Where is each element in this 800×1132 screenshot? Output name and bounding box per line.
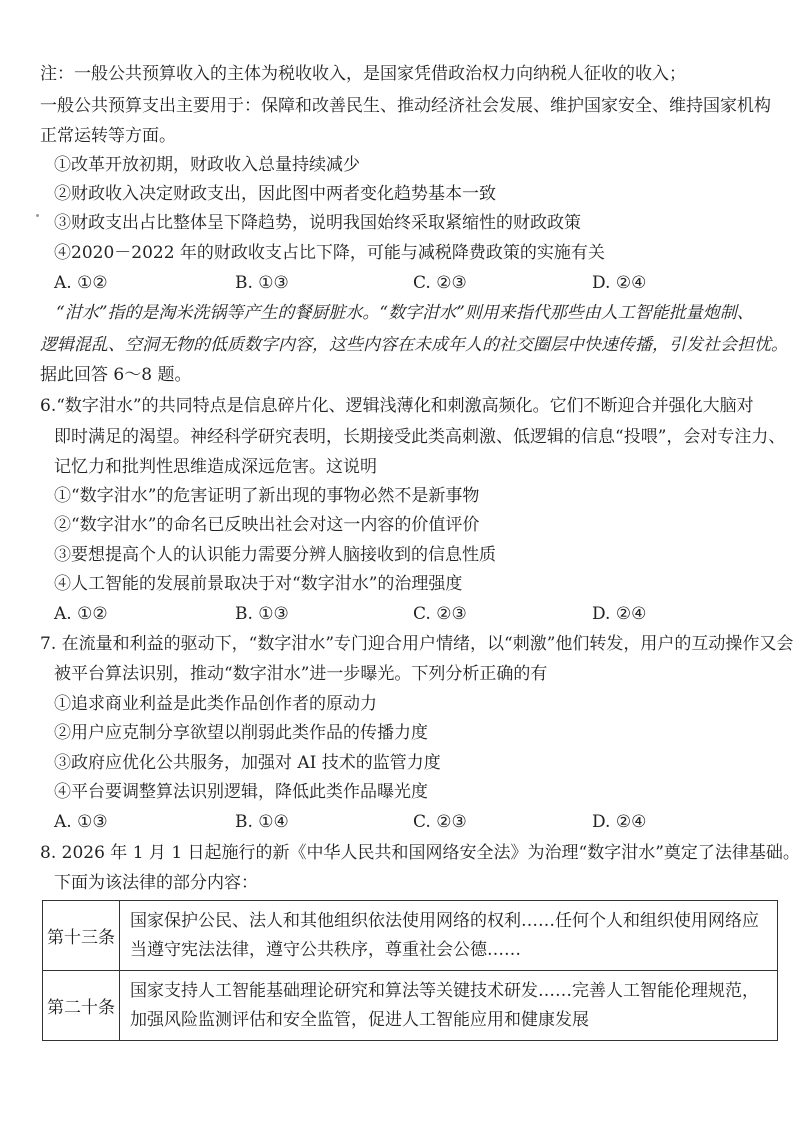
q6-stem-2: 即时满足的渴望。神经科学研究表明，长期接受此类高刺激、低逻辑的信息“投喂”，会对专注力、 — [54, 427, 786, 447]
q7-statement-2: ②用户应克制分享欲望以削弱此类作品的传播力度 — [54, 723, 428, 743]
law-articles-table — [42, 900, 778, 1041]
q6-option-d[interactable]: D. ②④ — [592, 604, 647, 624]
table-row — [43, 901, 778, 971]
note-line-3: 正常运转等方面。 — [40, 126, 176, 146]
q7-option-d[interactable]: D. ②④ — [592, 812, 647, 832]
q7-options — [54, 811, 754, 833]
q5-statement-4: ④2020－2022 年的财政收支占比下降，可能与减税降费政策的实施有关 — [54, 243, 605, 263]
q6-options — [54, 603, 754, 625]
q5-option-d[interactable]: D. ②④ — [592, 273, 647, 293]
q5-statement-1: ①改革开放初期，财政收入总量持续减少 — [54, 155, 360, 175]
article-content-line: 当遵守宪法法律，遵守公共秩序，尊重社会公德…… — [130, 939, 521, 960]
q7-option-b[interactable]: B. ①④ — [235, 812, 289, 832]
q5-statement-2: ②财政收入决定财政支出，因此图中两者变化趋势基本一致 — [54, 184, 496, 204]
q8-stem-2: 下面为该法律的部分内容： — [54, 873, 258, 893]
note-line-1: 注：一般公共预算收入的主体为税收收入，是国家凭借政治权力向纳税人征收的收入； — [40, 64, 686, 84]
q6-statement-4: ④人工智能的发展前景取决于对“数字泔水”的治理强度 — [54, 574, 463, 594]
q6-option-c[interactable]: C. ②③ — [413, 604, 467, 624]
q6-statement-3: ③要想提高个人的认识能力需要分辨人脑接收到的信息性质 — [54, 545, 496, 565]
q5-options — [54, 272, 754, 294]
q5-option-c[interactable]: C. ②③ — [413, 273, 467, 293]
article-content — [120, 901, 778, 971]
intro-line-3: 据此回答 6～8 题。 — [40, 365, 192, 385]
q6-option-b[interactable]: B. ①③ — [235, 604, 289, 624]
q7-option-a[interactable]: A. ①③ — [54, 812, 108, 832]
q5-statement-3: ③财政支出占比整体呈下降趋势，说明我国始终采取紧缩性的财政政策 — [54, 213, 581, 233]
q6-stem-3: 记忆力和批判性思维造成深远危害。这说明 — [54, 457, 377, 477]
article-content-line: 国家保护公民、法人和其他组织依法使用网络的权利……任何个人和组织使用网络应 — [130, 910, 759, 931]
q6-option-a[interactable]: A. ①② — [54, 604, 108, 624]
q6-statement-2: ②“数字泔水”的命名已反映出社会对这一内容的价值评价 — [54, 515, 480, 535]
intro-line-2: 逻辑混乱、空洞无物的低质数字内容，这些内容在未成年人的社交圈层中快速传播，引发社会担忧。 — [40, 335, 788, 355]
q7-statement-1: ①追求商业利益是此类作品创作者的原动力 — [54, 694, 377, 714]
q7-statement-4: ④平台要调整算法识别逻辑，降低此类作品曝光度 — [54, 782, 428, 802]
q6-stem-1: 6.“数字泔水”的共同特点是信息碎片化、逻辑浅薄化和刺激高频化。它们不断迎合并强化大脑对 — [40, 396, 754, 416]
article-number: 第二十条 — [43, 971, 120, 1041]
article-content-line: 国家支持人工智能基础理论研究和算法等关键技术研发……完善人工智能伦理规范， — [130, 980, 759, 1001]
q7-stem-1: 7. 在流量和利益的驱动下，“数字泔水”专门迎合用户情绪，以“刺激”他们转发，用户的互动操作又会 — [40, 634, 794, 654]
article-content-line: 加强风险监测评估和安全监管，促进人工智能应用和健康发展 — [130, 1009, 589, 1030]
q8-stem-1: 8. 2026 年 1 月 1 日起施行的新《中华人民共和国网络安全法》为治理“数字泔水”奠定了法律基础。 — [40, 843, 800, 863]
q5-option-b[interactable]: B. ①③ — [235, 273, 289, 293]
q5-option-a[interactable]: A. ①② — [54, 273, 108, 293]
q7-option-c[interactable]: C. ②③ — [413, 812, 467, 832]
article-number: 第十三条 — [43, 901, 120, 971]
q7-stem-2: 被平台算法识别，推动“数字泔水”进一步曝光。下列分析正确的有 — [54, 664, 548, 684]
table-row — [43, 971, 778, 1041]
q7-statement-3: ③政府应优化公共服务，加强对 AI 技术的监管力度 — [54, 753, 441, 773]
article-content — [120, 971, 778, 1041]
note-line-2: 一般公共预算支出主要用于：保障和改善民生、推动经济社会发展、维护国家安全、维持国家机构 — [40, 96, 771, 116]
scan-speck — [36, 214, 39, 217]
q6-statement-1: ①“数字泔水”的危害证明了新出现的事物必然不是新事物 — [54, 486, 480, 506]
intro-line-1: “泔水”指的是淘米洗锅等产生的餐厨脏水。“数字泔水”则用来指代那些由人工智能批量炮制、 — [56, 303, 754, 323]
